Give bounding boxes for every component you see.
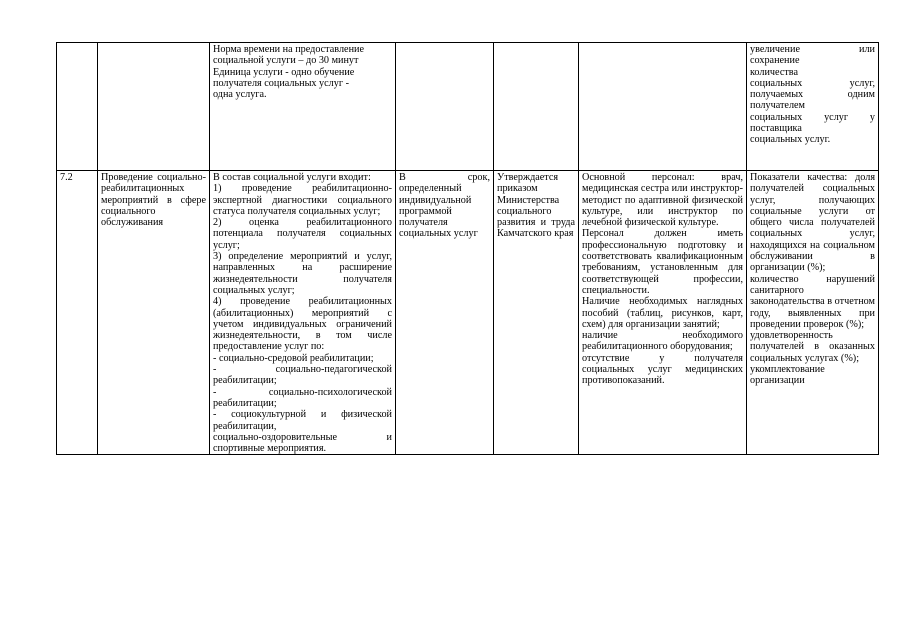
quality-line: получаемых одним <box>750 89 875 101</box>
cell-terms: В срок, определенный индивидуальной программой получателя социальных услуг <box>396 171 494 455</box>
description-line: Единица услуги - одно обучение <box>213 66 355 78</box>
cell-number: 7.2 <box>57 171 98 455</box>
description-line: 3) определение мероприятий и услуг, направленных на расширение жизнедеятельности получателя социальных услуг; <box>213 251 392 296</box>
conditions-line: наличие необходимого реабилитационного оборудования; <box>582 330 743 353</box>
cell-conditions <box>579 43 747 171</box>
description-line: 2) оценка реабилитационного потенциала получателя социальных услуг; <box>213 217 392 251</box>
description-line: Норма времени на предоставление <box>213 44 364 55</box>
description-line: социально-оздоровительные и спортивные мероприятия. <box>213 431 392 455</box>
cell-quality <box>747 43 879 171</box>
quality-line: Показатели качества: доля получателей социальных услуг, получающих социальные услуги от общего числа получателей социальных услуг, находящихся на социальном обслуживании в организации (%); <box>750 172 875 274</box>
services-table <box>56 42 879 455</box>
cell-conditions <box>579 171 747 455</box>
description-line: социальной услуги – до 30 минут <box>213 55 359 67</box>
description-line: - социально-психологической реабилитации; <box>213 386 392 409</box>
quality-line: социальных услуг, <box>750 77 875 89</box>
quality-line: сохранение <box>750 55 800 67</box>
description-line: 1) проведение реабилитационно-экспертной диагностики социального статуса получателя социальных услуг; <box>213 183 392 217</box>
quality-line: социальных услуг. <box>750 134 831 146</box>
quality-line: количества <box>750 66 798 78</box>
quality-line: поставщика <box>750 123 802 135</box>
conditions-line: Персонал должен иметь профессиональную подготовку и соответствовать квалификационным требованиям, установленным для соответствующей профессии, специальности. <box>582 228 743 296</box>
quality-line: количество нарушений санитарного законодательства в отчетном году, выявленных при проведении проверок (%); <box>750 273 875 330</box>
table-row <box>57 43 879 171</box>
description-line: - социокультурной и физической реабилитации, <box>213 409 392 432</box>
quality-line: удовлетворенность получателей в оказанных социальных услугах (%); <box>750 330 875 364</box>
cell-number <box>57 43 98 171</box>
conditions-line: отсутствие у получателя социальных услуг медицинских противопоказаний. <box>582 352 743 387</box>
cell-service-name: Проведение социально-реабилитационных мероприятий в сфере социального обслуживания <box>98 171 210 455</box>
description-line: - социально-средовой реабилитации; <box>213 352 374 364</box>
quality-line: социальных услуг у <box>750 111 875 123</box>
cell-terms <box>396 43 494 171</box>
quality-line: увеличение или <box>750 44 875 55</box>
conditions-line: Наличие необходимых наглядных пособий (таблиц, рисунков, карт, схем) для организации занятий; <box>582 296 743 330</box>
description-line: получателя социальных услуг - <box>213 77 349 89</box>
table-row <box>57 171 879 455</box>
cell-approval: Утверждается приказом Министерства социального развития и труда Камчатского края <box>494 171 579 455</box>
cell-quality <box>747 171 879 455</box>
cell-approval <box>494 43 579 171</box>
cell-description <box>210 43 396 171</box>
cell-description <box>210 171 396 455</box>
cell-service-name <box>98 43 210 171</box>
description-line: - социально-педагогической реабилитации; <box>213 364 392 387</box>
description-line: одна услуга. <box>213 89 267 101</box>
quality-line: получателем <box>750 100 805 112</box>
description-line: 4) проведение реабилитационных (абилитационных) мероприятий с учетом индивидуальных ограничений жизнедеятельности, в том числе предоставление услуг по: <box>213 296 392 353</box>
conditions-line: Основной персонал: врач, медицинская сестра или инструктор-методист по адаптивной физической культуре, или инструктор по лечебной физической культуре. <box>582 172 743 229</box>
quality-line: укомплектование организации <box>750 364 825 387</box>
description-line: В состав социальной услуги входит: <box>213 172 371 183</box>
